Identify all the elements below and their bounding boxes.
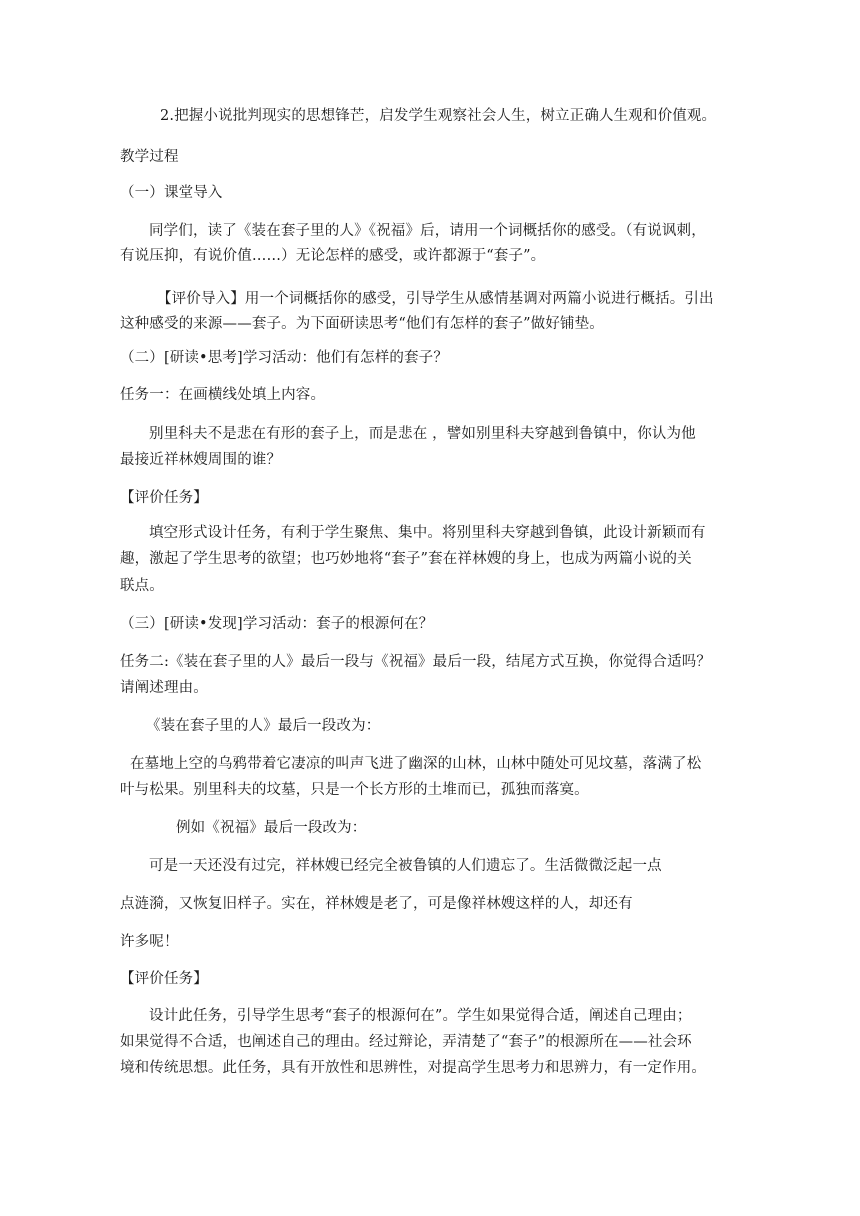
task-2-line-2: 请阐述理由。 <box>120 680 208 696</box>
section-2-heading: （二）[研读•思考]学习活动：他们有怎样的套子？ <box>120 350 448 366</box>
section-1-paragraph-line-1: 同学们，读了《装在套子里的人》《祝福》后，请用一个词概括你的感受。（有说讽刺， <box>149 223 706 239</box>
task-1-line-2: 最接近祥林嫂周围的谁？ <box>120 452 282 468</box>
eval-task-1-line-2: 趣，激起了学生思考的欲望；也巧妙地将“套子”套在祥林嫂的身上，也成为两篇小说的关 <box>120 551 692 567</box>
eval-intro-line-1: 【评价导入】用一个词概括你的感受，引导学生从感情基调对两篇小说进行概括。引出 <box>157 291 714 307</box>
eval-task-2-line-2: 如果觉得不合适，也阐述自己的理由。经过辩论，弄清楚了“套子”的根源所在——社会环 <box>120 1034 692 1050</box>
eval-task-2-line-1: 设计此任务，引导学生思考“套子的根源何在”。学生如果觉得合适，阐述自己理由； <box>149 1008 692 1024</box>
rewrite-2-line-2: 点涟漪，又恢复旧样子。实在，祥林嫂是老了，可是像祥林嫂这样的人，却还有 <box>120 896 633 912</box>
rewrite-1-line-1: 在墓地上空的乌鸦带着它凄凉的叫声飞进了幽深的山林，山林中随处可见坟墓，落满了松 <box>130 756 702 772</box>
section-3-heading: （三）[研读•发现]学习活动：套子的根源何在？ <box>120 616 434 632</box>
rewrite-2-line-3: 许多呢！ <box>120 934 179 950</box>
eval-task-1-line-1: 填空形式设计任务，有利于学生聚焦、集中。将别里科夫穿越到鲁镇，此设计新颖而有 <box>149 525 706 541</box>
task-1-heading: 任务一：在画横线处填上内容。 <box>120 387 326 403</box>
section-1-paragraph-line-2: 有说压抑，有说价值……）无论怎样的感受，或许都源于“套子”。 <box>120 248 546 264</box>
rewrite-1-line-2: 叶与松果。别里科夫的坟墓，只是一个长方形的土堆而已，孤独而落寞。 <box>120 782 589 798</box>
eval-task-2-line-3: 境和传统思想。此任务，具有开放性和思辨性，对提高学生思考力和思辨力，有一定作用。 <box>120 1060 706 1076</box>
eval-task-heading-1: 【评价任务】 <box>120 490 208 506</box>
eval-task-1-line-3: 联点。 <box>120 578 164 594</box>
eval-task-heading-2: 【评价任务】 <box>120 971 208 987</box>
rewrite-2-line-1: 可是一天还没有过完，祥林嫂已经完全被鲁镇的人们遗忘了。生活微微泛起一点 <box>149 858 662 874</box>
rewrite-2-intro: 例如《祝福》最后一段改为： <box>176 820 367 836</box>
goal-2-text: 2.把握小说批判现实的思想锋芒，启发学生观察社会人生，树立正确人生观和价值观。 <box>160 108 717 124</box>
task-1-line-1: 别里科夫不是悲在有形的套子上，而是悲在 ，譬如别里科夫穿越到鲁镇中，你认为他 <box>149 426 696 442</box>
teaching-process-heading: 教学过程 <box>120 149 179 165</box>
eval-intro-line-2: 这种感受的来源——套子。为下面研读思考“他们有怎样的套子”做好铺垫。 <box>120 316 604 332</box>
rewrite-1-intro: 《装在套子里的人》最后一段改为： <box>146 718 381 734</box>
task-2-line-1: 任务二:《装在套子里的人》最后一段与《祝福》最后一段，结尾方式互换，你觉得合适吗？ <box>120 654 712 670</box>
section-1-heading: （一）课堂导入 <box>120 185 223 201</box>
